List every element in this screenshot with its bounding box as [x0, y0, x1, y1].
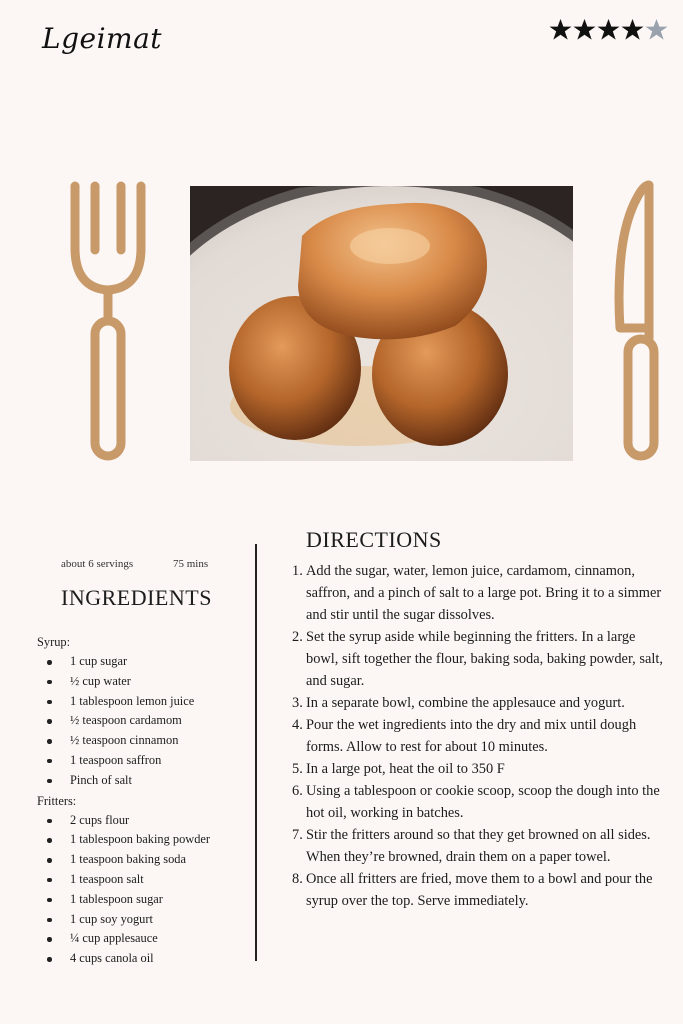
direction-step: 7. Stir the fritters around so that they get browned on all sides. When they’re browned, drain them on a paper towel.: [292, 827, 651, 865]
star-icon: [573, 18, 596, 41]
ingredient-item: 1 cup soy yogurt: [70, 910, 247, 930]
ingredient-item: 1 tablespoon lemon juice: [70, 692, 247, 712]
servings: about 6 servings: [61, 558, 134, 570]
ingredient-item: ½ cup water: [70, 672, 247, 692]
ingredient-item: ½ teaspoon cardamom: [70, 711, 247, 731]
food-photo: [190, 186, 573, 461]
knife-icon: [614, 178, 660, 464]
star-rating: [549, 18, 668, 41]
ingredient-item: 1 tablespoon baking powder: [70, 830, 247, 850]
direction-step: 5. In a large pot, heat the oil to 350 F: [292, 761, 505, 777]
direction-step: 1. Add the sugar, water, lemon juice, cardamom, cinnamon, saffron, and a pinch of salt to a large pot. Bring it to a simmer and stir until the sugar dissolves.: [292, 563, 662, 623]
fork-icon: [68, 180, 148, 462]
ingredient-item: 1 cup sugar: [70, 652, 247, 672]
star-icon: [645, 18, 668, 41]
ingredient-group-fritters: [37, 811, 247, 969]
direction-step: 3. In a separate bowl, combine the applesauce and yogurt.: [292, 695, 625, 711]
ingredient-item: 4 cups canola oil: [70, 949, 247, 969]
direction-step: 2. Set the syrup aside while beginning the fritters. In a large bowl, sift together the flour, baking soda, baking powder, salt, and sugar.: [292, 629, 663, 689]
ingredient-item: 2 cups flour: [70, 811, 247, 831]
directions-list: [292, 560, 668, 912]
direction-step: 8. Once all fritters are fried, move them to a bowl and pour the syrup over the top. Serve immediately.: [292, 871, 653, 909]
column-divider: [255, 544, 257, 961]
ingredient-item: 1 teaspoon salt: [70, 870, 247, 890]
star-icon: [621, 18, 644, 41]
ingredient-item: ¼ cup applesauce: [70, 929, 247, 949]
total-time: 75 mins: [173, 558, 209, 570]
star-icon: [597, 18, 620, 41]
ingredient-item: 1 teaspoon baking soda: [70, 850, 247, 870]
ingredients-heading: INGREDIENTS: [61, 585, 212, 610]
recipe-title: Lgeimat: [42, 22, 163, 55]
direction-step: 4. Pour the wet ingredients into the dry and mix until dough forms. Allow to rest for about 10 minutes.: [292, 717, 637, 755]
directions-heading: DIRECTIONS: [306, 527, 442, 552]
star-icon: [549, 18, 572, 41]
ingredient-group-syrup: [37, 652, 247, 791]
ingredient-item: 1 teaspoon saffron: [70, 751, 247, 771]
ingredients-list: [37, 632, 247, 969]
ingredient-item: Pinch of salt: [70, 771, 247, 791]
ingredient-item: ½ teaspoon cinnamon: [70, 731, 247, 751]
ingredient-item: 1 tablespoon sugar: [70, 890, 247, 910]
ingredient-group-label: Fritters:: [37, 793, 77, 808]
direction-step: 6. Using a tablespoon or cookie scoop, scoop the dough into the hot oil, working in batches.: [292, 783, 660, 821]
ingredient-group-label: Syrup:: [37, 635, 71, 649]
